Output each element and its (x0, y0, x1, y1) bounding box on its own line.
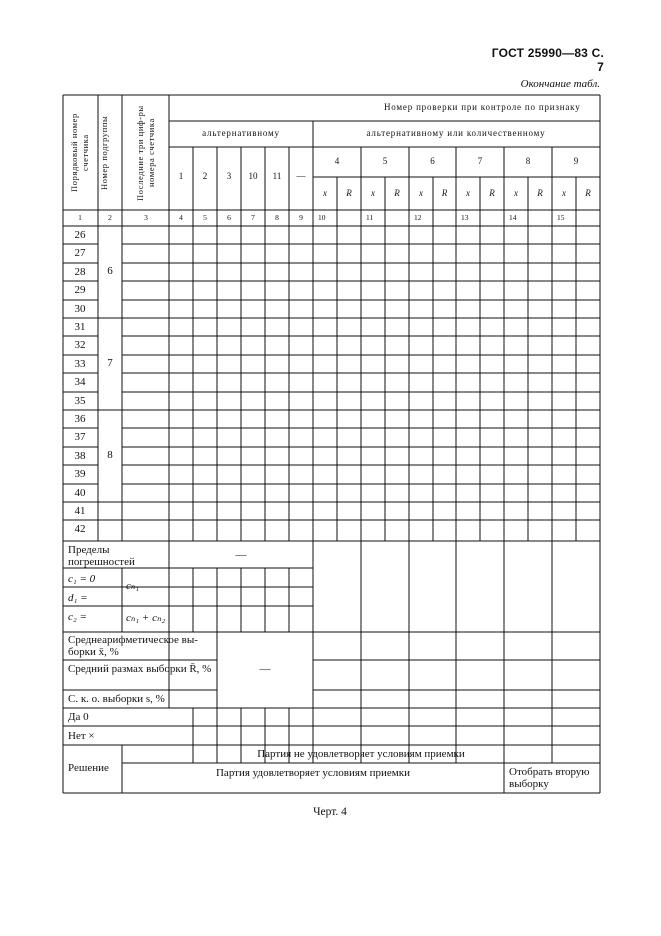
quant-check-number: 4 (334, 156, 340, 166)
column-number: 4 (179, 213, 183, 222)
row-number: 37 (74, 431, 86, 443)
x-label: x (323, 188, 327, 198)
row-number: 35 (74, 395, 86, 407)
column-number: 9 (299, 213, 303, 222)
row-number: 34 (74, 376, 86, 388)
alt-check-number: 2 (202, 171, 208, 181)
alt-check-number: 3 (226, 171, 232, 181)
alt-check-number: — (296, 171, 306, 181)
r-label: R (346, 188, 352, 198)
column-number: 7 (251, 213, 255, 222)
range-label: Средний размах выборки R̄, % (68, 663, 212, 675)
column-number: 8 (275, 213, 279, 222)
r-label: R (489, 188, 495, 198)
alt-check-number: 1 (178, 171, 184, 181)
figure-caption: Черт. 4 (313, 806, 347, 818)
row-number: 40 (74, 487, 86, 499)
c2-label: c₂ = (68, 611, 87, 623)
row-number: 29 (74, 284, 86, 296)
col-counter-number-header: Порядковый номер счетчика (69, 113, 90, 192)
sko-label: С. к. о. выборки s, % (68, 693, 165, 705)
limits-dash: — (235, 549, 247, 561)
column-number: 10 (318, 213, 326, 222)
row-number: 32 (74, 339, 86, 351)
x-label: x (514, 188, 518, 198)
row-number: 27 (74, 247, 86, 259)
yes-label: Да 0 (68, 711, 89, 723)
accept-text: Партия удовлетворяет условиям приемки (215, 767, 411, 779)
row-number: 38 (74, 450, 86, 462)
row-number: 31 (74, 321, 86, 333)
quant-check-number: 9 (573, 156, 579, 166)
r-label: R (441, 188, 448, 198)
alt-or-quant-header: альтернативному или количественному (366, 128, 546, 138)
row-number: 26 (74, 229, 86, 241)
cn1-cn2-label: cₙ₁ + cₙ₂ (126, 612, 166, 624)
row-number: 42 (74, 523, 86, 535)
column-number: 12 (414, 213, 422, 222)
quant-check-number: 8 (525, 156, 531, 166)
no-label: Нет × (68, 730, 95, 742)
col-subgroup-header: Номер подгруппы (99, 115, 109, 190)
column-number: 15 (557, 213, 565, 222)
column-number: 3 (144, 213, 148, 222)
column-number: 11 (366, 213, 374, 222)
subgroup-number: 6 (107, 265, 113, 277)
x-label: x (371, 188, 375, 198)
column-number: 5 (203, 213, 207, 222)
x-label: x (562, 188, 566, 198)
alt-check-number: 11 (272, 171, 282, 181)
quant-check-number: 7 (477, 156, 483, 166)
r-label: R (537, 188, 543, 198)
r-label: R (394, 188, 400, 198)
decision-label: Решение (68, 762, 109, 774)
reject-text: Партия не удовлетворяет условиям приемки (257, 748, 465, 760)
alternative-header: альтернативному (202, 128, 280, 138)
alt-check-number: 10 (248, 171, 258, 181)
quant-check-number: 5 (382, 156, 388, 166)
subgroup-number: 8 (107, 449, 113, 461)
row-number: 33 (74, 358, 86, 370)
mean-label: Среднеарифметическое вы-борки x̄, % (68, 634, 198, 658)
x-label: x (419, 188, 423, 198)
column-number: 2 (108, 213, 112, 222)
column-number: 14 (509, 213, 517, 222)
row-number: 30 (74, 303, 86, 315)
row-number: 39 (74, 468, 86, 480)
row-number: 28 (74, 266, 86, 278)
quant-check-number: 6 (430, 156, 435, 166)
column-number: 6 (227, 213, 231, 222)
row-number: 36 (74, 413, 86, 425)
col-last-digits-header: Последние три циф-ры номера счетчика (135, 104, 156, 201)
column-number: 13 (461, 213, 469, 222)
mean-dash: — (259, 663, 271, 675)
d1-label: d₁ = (68, 592, 88, 604)
c1-label: c₁ = 0 (68, 573, 96, 585)
second-sample-text: Отобрать вторую выборку (509, 766, 590, 790)
column-number: 1 (78, 213, 82, 222)
r-label: R (585, 188, 591, 198)
table-continuation: Окончание табл. (520, 78, 600, 90)
row-number: 41 (74, 505, 86, 517)
page-header: ГОСТ 25990—83 С. 7 (491, 46, 604, 74)
subgroup-number: 7 (107, 357, 113, 369)
check-number-header: Номер проверки при контроле по признаку (384, 102, 581, 112)
x-label: x (466, 188, 470, 198)
cn1-label: cₙ₁ (126, 580, 140, 592)
limits-label: Пределы погрешностей (68, 544, 135, 568)
